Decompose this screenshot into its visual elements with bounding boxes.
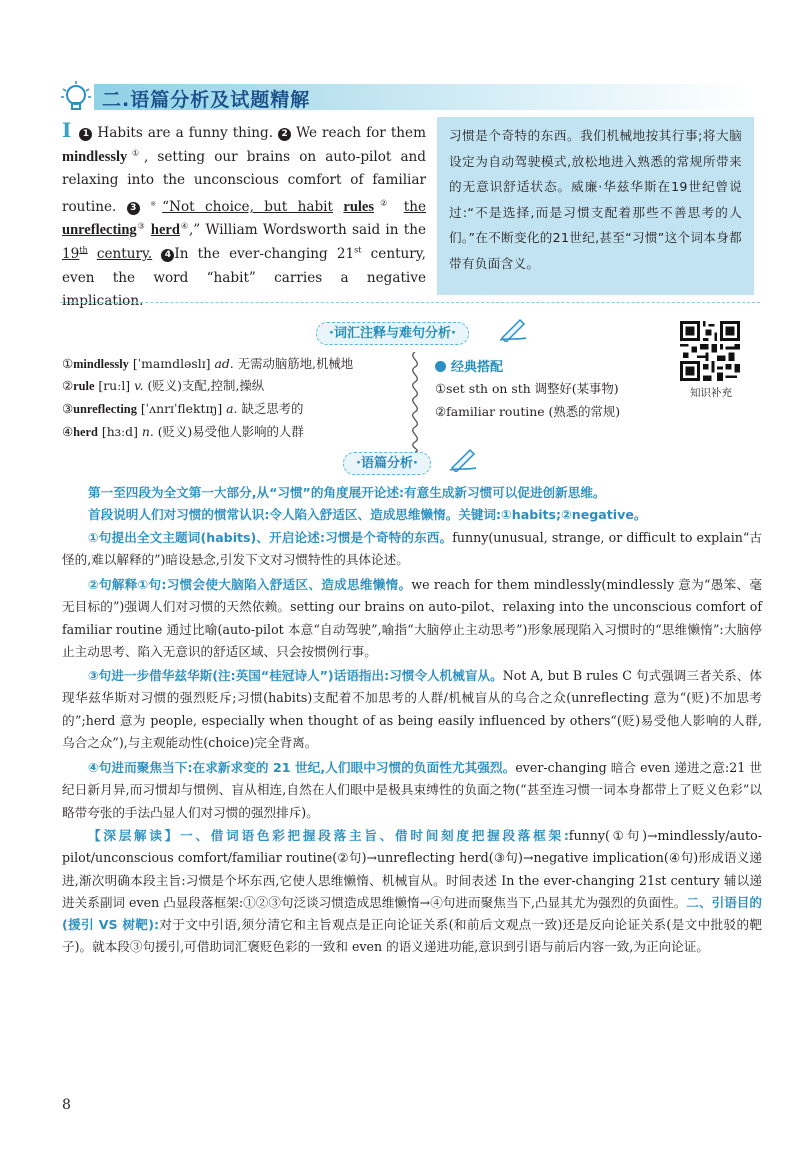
note-ref-1: ① (127, 148, 144, 158)
sentence-3c: ,” William Wordsworth said in the (188, 222, 427, 239)
sentence-3b: the (403, 198, 427, 215)
analysis-p4: we reach for them mindlessly(mindlessly 意为“愚笨、毫无目标的”)强调人们对习惯的天然依赖。setting our brains on auto-pilot、relaxing into the unconscious comfort of familiar routine 通过比喻(auto-pilot 本意“自动驾驶”,喻指“大脑停止主动思考”)形象展现陷入习惯时的“思维懒惰”:大脑停止主动思考、陷入无意识的舒适区域、只会按惯例行事。 (62, 577, 762, 659)
vocab-pos: v. (134, 378, 144, 393)
bullet-dot-icon (435, 361, 446, 372)
sentence-2a: We reach for them (296, 125, 426, 141)
century-word: century. (96, 245, 153, 262)
analysis-p6: ever-changing 暗合 even 递进之意:21 世纪日新月异,而习惯却与惯例、盲从相连,自然在人们眼中是极具束缚性的负面之物(“甚至连习惯一词本身都带上了贬义色彩”以略带夸张的手法凸显人们对习惯的强烈排斥)。 (62, 760, 762, 820)
page-number: 8 (62, 1097, 71, 1113)
vocab-definition: (贬义)易受他人影响的人群 (157, 424, 304, 439)
keyword-rules: rules (343, 198, 375, 215)
sentence-number-2: 2 (278, 128, 291, 141)
english-passage (62, 119, 426, 314)
vocab-word: rule (73, 379, 95, 393)
section-header (60, 80, 750, 116)
vocab-word: mindlessly (73, 357, 129, 371)
century-suffix: th (79, 245, 88, 255)
lightbulb-icon (60, 80, 94, 116)
vocab-item-2 (62, 377, 402, 395)
classic-title-text: 经典搭配 (451, 360, 504, 375)
vocab-definition: 无需动脑筋地,机械地 (237, 356, 354, 371)
deep-reading (62, 825, 762, 959)
qr-code-icon[interactable] (680, 321, 740, 381)
classic-item-2: ②familiar routine (熟悉的常规) (435, 404, 621, 419)
analysis-p2: 首段说明人们对习惯的惯常认识:令人陷入舒适区、造成思维懒惰。关键词:①habits;②negative。 (88, 507, 647, 523)
section-title: 二.语篇分析及试题精解 (102, 89, 311, 111)
note-ref-4: ④ (179, 221, 189, 231)
sentence-4-suffix: st (354, 245, 362, 255)
analysis-p1: 第一至四段为全文第一大部分,从“习惯”的角度展开论述:有意生成新习惯可以促进创新思维。 (88, 485, 606, 500)
vocab-pos: a. (226, 401, 238, 416)
section-title-bar (94, 84, 750, 110)
analysis-p7: funny(①句)→mindlessly/auto-pilot/unconscious comfort/familiar routine(②句)→unreflecting herd(③句)→negative implication(④句)形成语义递进,渐次明确本段主旨:习惯是个坏东西,它使人思维懒惰、机械盲从。时间表述 In the ever-changing 21st century 辅以递进关系副词 even 凸显段落框架:①②③句泛谈习惯造成思维懒惰→④句进而聚焦当下,凸显其尤为强烈的负面性。 (62, 828, 762, 910)
sentence-number-4: 4 (161, 249, 174, 262)
chinese-translation-box: 习惯是个奇特的东西。我们机械地按其行事;将大脑设定为自动驾驶模式,放松地进入熟悉的常规所带来的无意识舒适状态。威廉·华兹华斯在19世纪曾说过:“不是选择,而是习惯支配着那些不善思考的人们。”在不断变化的21世纪,甚至“习惯”这个词本身都带有负面含义。 (437, 117, 754, 295)
analysis-p7-highlight-2: 二、引语目的(援引 VS 树靶): (62, 894, 763, 933)
vocab-item-3 (62, 400, 402, 418)
analysis-p7b: 对于文中引语,须分清它和主旨观点是正向论证关系(和前后文观点一致)还是反向论证关系(是文中批驳的靶子)。就本段③句援引,可借助词汇褒贬色彩的一致和 even 的语义递进功能,意识到引语与前后内容一致,为正向论证。 (62, 917, 762, 955)
vocab-phonetic: [hɜːd] (101, 424, 138, 439)
vocab-phonetic: [ruːl] (98, 378, 131, 393)
keyword-mindlessly: mindlessly (62, 148, 128, 165)
vocab-phonetic: [ˈʌnrɪˈflektɪŋ] (140, 401, 223, 416)
analysis-heading: ·语篇分析· (343, 452, 431, 475)
vocab-definition: (贬义)支配,控制,操纵 (147, 378, 265, 393)
vocab-heading: ·词汇注释与难句分析· (316, 322, 469, 345)
sentence-3a: “Not choice, but habit (162, 198, 333, 215)
qr-caption: 知识补充 (690, 387, 732, 399)
sentence-4b: century, even the word “habit” carries a negative implication. (62, 245, 426, 310)
sentence-number-1: 1 (79, 128, 92, 141)
analysis-overview (62, 482, 762, 527)
classic-collocations-heading (435, 356, 503, 375)
vocab-word: unreflecting (73, 402, 137, 416)
analysis-p7-highlight: 【深层解读】一、借词语色彩把握段落主旨、借时间刻度把握段落框架: (88, 828, 569, 843)
vocab-phonetic: [ˈmaɪndləslɪ] (132, 356, 211, 371)
analysis-p4-highlight: ②句解释①句:习惯会使大脑陷入舒适区、造成思维懒惰。 (88, 577, 412, 592)
analysis-p5-highlight: ③句进一步借华兹华斯(注:英国“桂冠诗人”)话语指出:习惯令人机械盲从。 (88, 668, 503, 683)
vocab-word: herd (73, 425, 98, 439)
vocab-num: ④ (62, 424, 74, 439)
analysis-p3-highlight: ①句提出全文主题词(habits)、开启论述:习惯是个奇特的东西。 (88, 530, 453, 545)
dashed-divider (60, 302, 760, 303)
keyword-herd: herd (150, 222, 180, 239)
difficult-sentence-mark: ※ (150, 199, 163, 208)
spring-divider-icon (405, 352, 425, 452)
analysis-p6-highlight: ④句进而聚焦当下:在求新求变的 21 世纪,人们眼中习惯的负面性尤其强烈。 (88, 760, 516, 775)
sentence-1: Habits are a funny thing. (97, 125, 274, 141)
vocab-num: ② (62, 378, 74, 393)
pen-icon (498, 316, 528, 342)
century-number: 19 (62, 245, 80, 262)
vocab-item-1 (62, 355, 402, 373)
keyword-unreflecting: unreflecting (62, 222, 137, 239)
analysis-p5: Not A, but B rules C 句式强调三者关系、体现华兹华斯对习惯的强烈贬斥;习惯(habits)支配着不加思考的人群/机械盲从的乌合之众(unreflecting 意为“(贬)不加思考的”;herd 意为 people, especially when thought of as being easily influenced by others“(贬)易受他人影响的人群,乌合之众”),与主观能动性(choice)完全背离。 (62, 668, 762, 750)
vocab-pos: ad. (214, 356, 234, 371)
sentence-4a: In the ever-changing 21 (174, 245, 355, 262)
sentence-2b: , setting our brains on auto-pilot and relaxing into the unconscious comfort of familiar routine. (62, 148, 427, 215)
vocab-num: ③ (62, 401, 74, 416)
analysis-sentence-3 (62, 665, 762, 754)
note-ref-2: ② (374, 198, 394, 208)
analysis-sentence-4 (62, 757, 762, 824)
sentence-number-3: 3 (127, 202, 140, 215)
paragraph-marker: I (62, 118, 72, 142)
vocab-definition: 缺乏思考的 (241, 401, 304, 416)
analysis-sentence-2 (62, 574, 762, 663)
vocab-item-4 (62, 423, 402, 441)
analysis-p3: funny(unusual, strange, or difficult to explain“古怪的,难以解释的”)暗设悬念,引发下文对习惯特性的具体论述。 (62, 530, 762, 568)
note-ref-3: ③ (136, 221, 146, 231)
pen-icon (448, 446, 478, 472)
vocab-pos: n. (141, 424, 154, 439)
classic-item-1: ①set sth on sth 调整好(某事物) (435, 381, 619, 396)
vocab-num: ① (62, 356, 74, 371)
analysis-sentence-1 (62, 527, 762, 572)
